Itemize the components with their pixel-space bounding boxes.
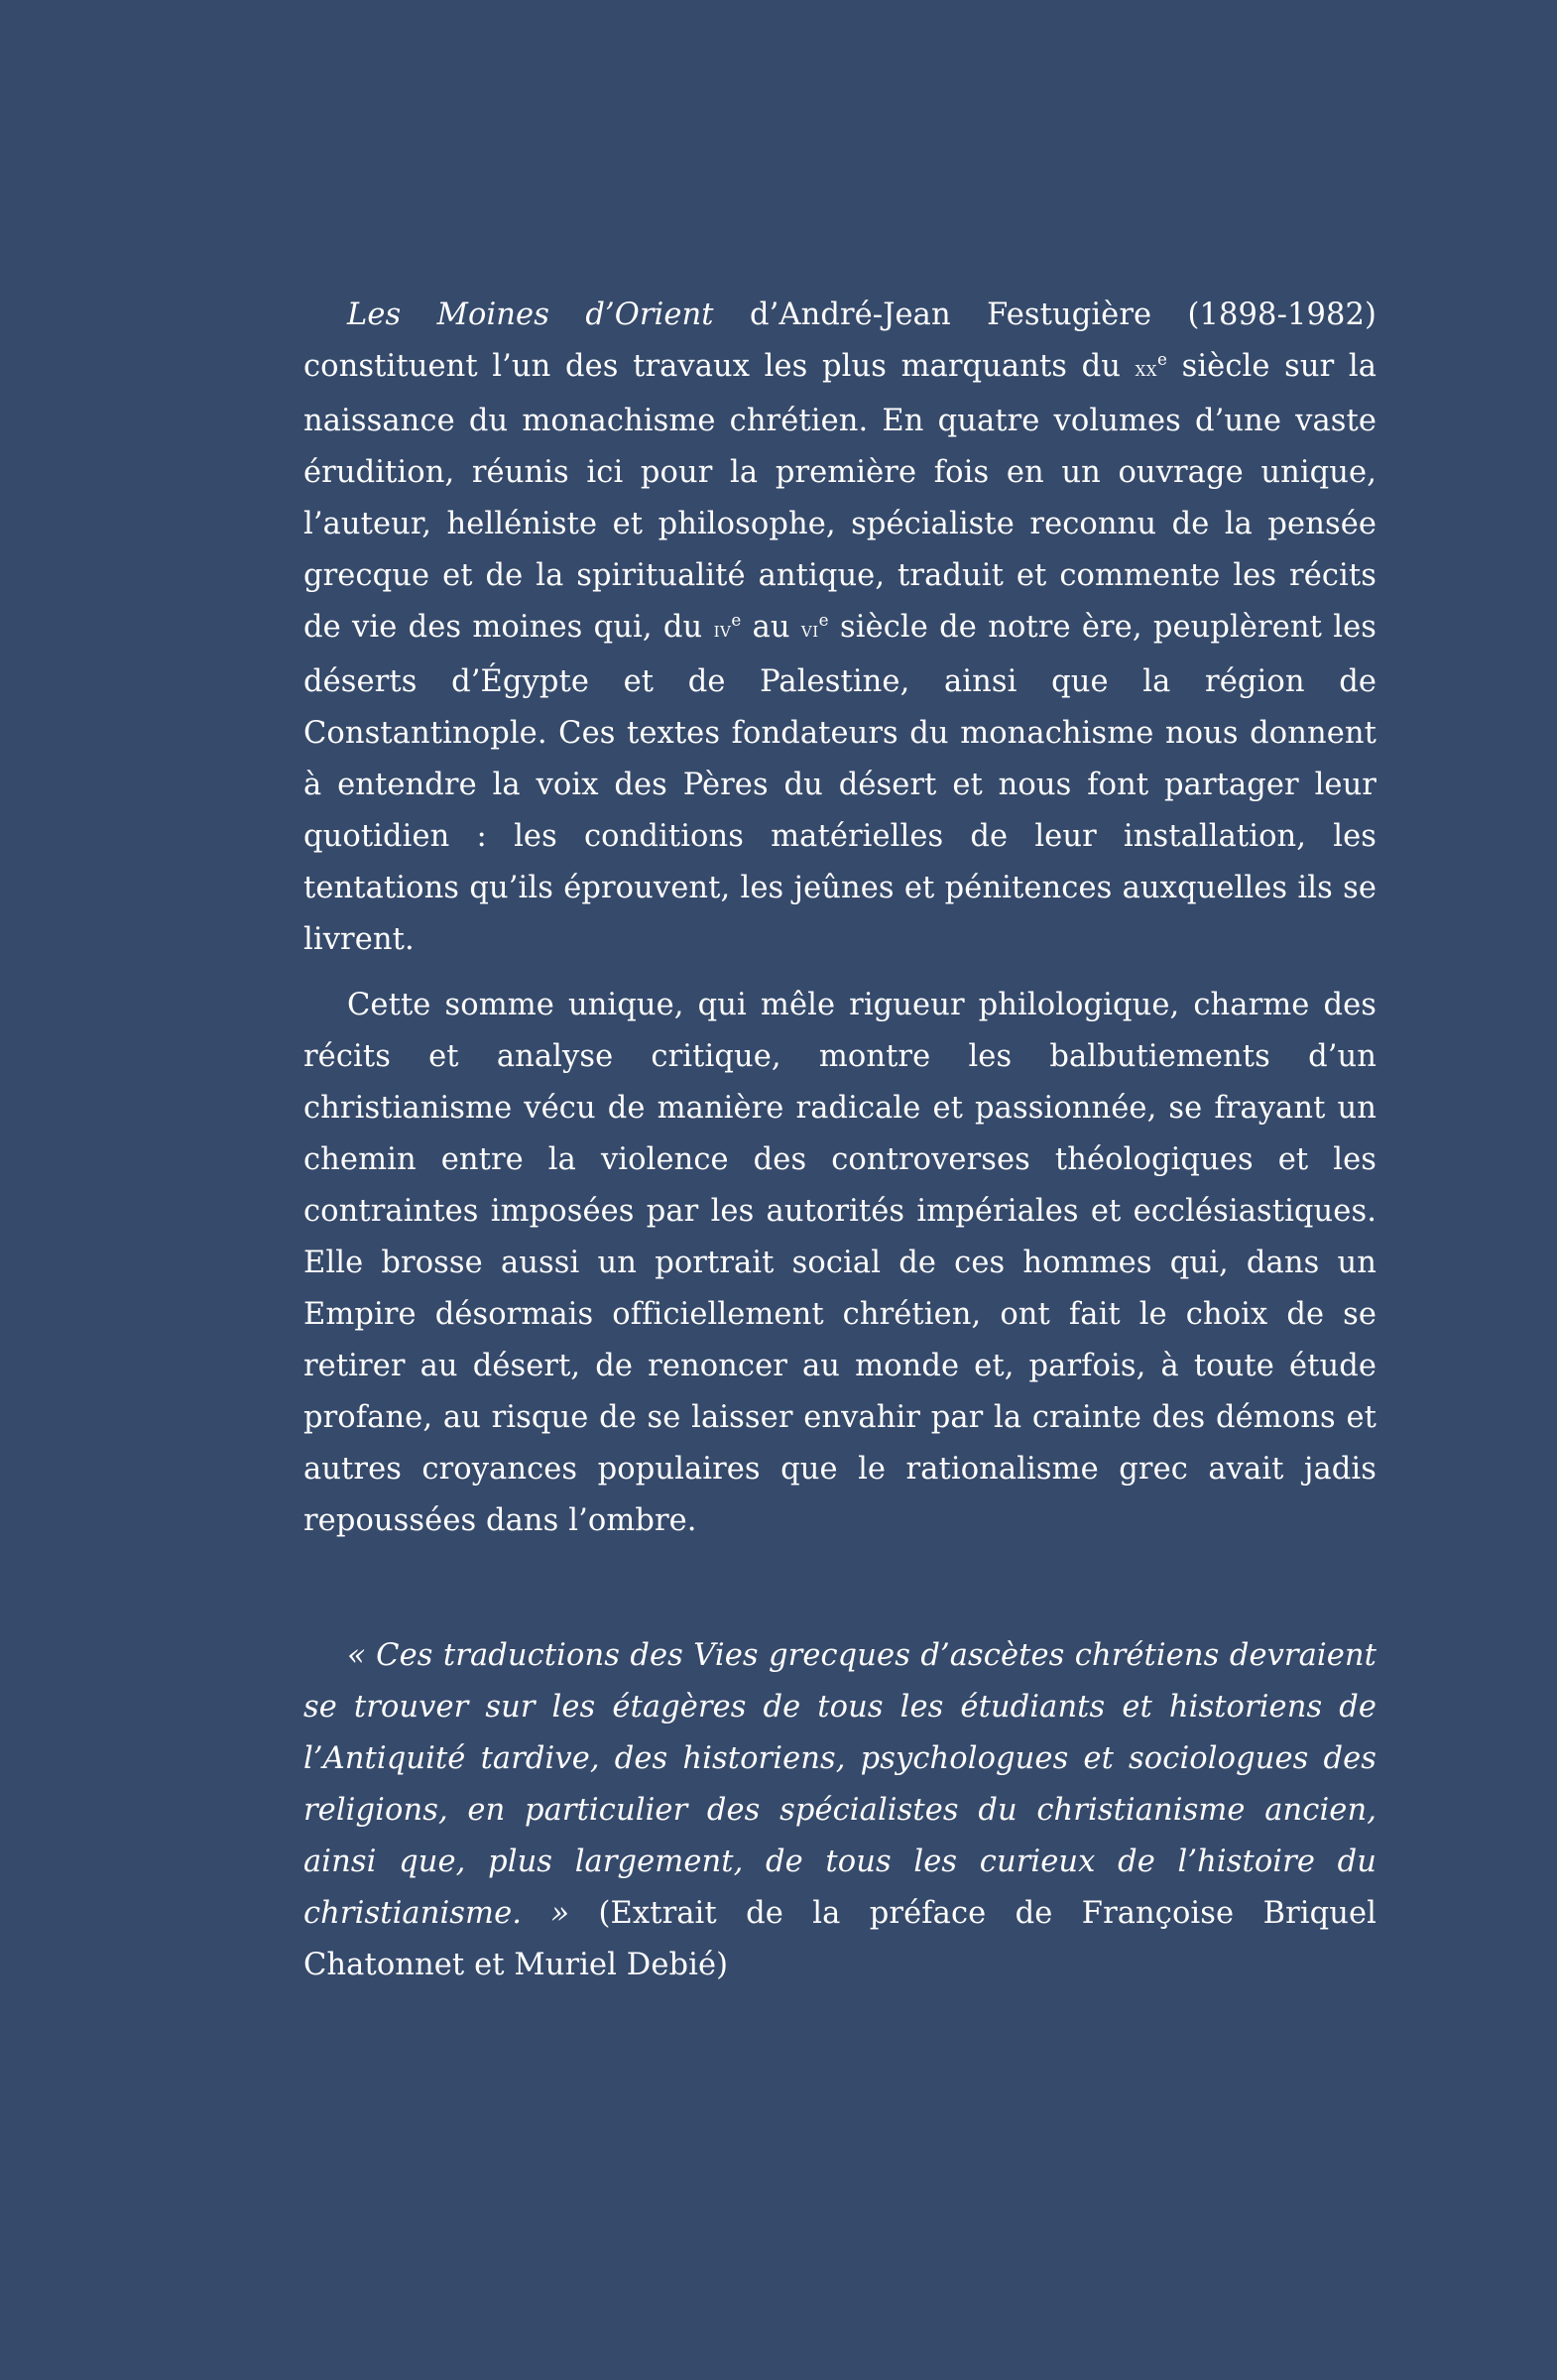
century-4-superscript: e bbox=[731, 610, 742, 631]
century-6-superscript: e bbox=[818, 610, 829, 631]
quote-attribution: (Extrait de la préface de Françoise Briquel Chatonnet et Muriel Debié) bbox=[303, 1896, 1377, 1982]
preface-quote bbox=[303, 1630, 1377, 1991]
century-20-superscript: e bbox=[1156, 349, 1167, 370]
century-20-numeral: xx bbox=[1135, 357, 1157, 382]
blurb-paragraph-1 bbox=[303, 290, 1377, 966]
century-6-numeral: vi bbox=[800, 618, 819, 643]
p1-text-2: siècle sur la naissance du monachisme chrétien. En quatre volumes d’une vaste érudition, réunis ici pour la première fois en un ouvrage unique, l’auteur, helléniste et philosophe, spécialiste reconnu de la pensée grecque et de la spiritualité antique, traduit et commente les récits de vie des moines qui, du bbox=[303, 349, 1377, 645]
paragraph-gap bbox=[303, 966, 1377, 980]
blurb-paragraph-2: Cette somme unique, qui mêle rigueur philologique, charme des récits et analyse critique, montre les balbutiements d’un christianisme vécu de manière radicale et passionnée, se frayant un chemin entre la violence des controverses théologiques et les contraintes imposées par les autorités impériales et ecclésiastiques. Elle brosse aussi un portrait social de ces hommes qui, dans un Empire désormais officiellement chrétien, ont fait le choix de se retirer au désert, de renoncer au monde et, parfois, à toute étude profane, au risque de se laisser envahir par la crainte des démons et autres croyances populaires que le rationalisme grec avait jadis repoussées dans l’ombre. bbox=[303, 988, 1377, 1538]
century-4-numeral: iv bbox=[713, 618, 732, 643]
blurb-text-block bbox=[303, 290, 1377, 1991]
quote-gap bbox=[303, 1547, 1377, 1630]
p1-text-4: siècle de notre ère, peuplèrent les déserts d’Égypte et de Palestine, ainsi que la région de Constantinople. Ces textes fondateurs du monachisme nous donnent à entendre la voix des Pères du désert et nous font partager leur quotidien : les conditions matérielles de leur installation, les tentations qu’ils éprouvent, les jeûnes et pénitences auxquelles ils se livrent. bbox=[303, 610, 1377, 957]
quote-text-italic: « Ces traductions des Vies grecques d’ascètes chrétiens devraient se trouver sur les étagères de tous les étudiants et historiens de l’Antiquité tardive, des historiens, psychologues et sociologues des religions, en particulier des spécialistes du christianisme ancien, ainsi que, plus largement, de tous les curieux de l’histoire du christianisme. » bbox=[303, 1638, 1377, 1931]
book-title-italic: Les Moines d’Orient bbox=[347, 298, 714, 332]
p1-text-1: d’André-Jean Festugière (1898-1982) constituent l’un des travaux les plus marquants du bbox=[303, 298, 1377, 384]
p1-text-3: au bbox=[741, 610, 801, 645]
